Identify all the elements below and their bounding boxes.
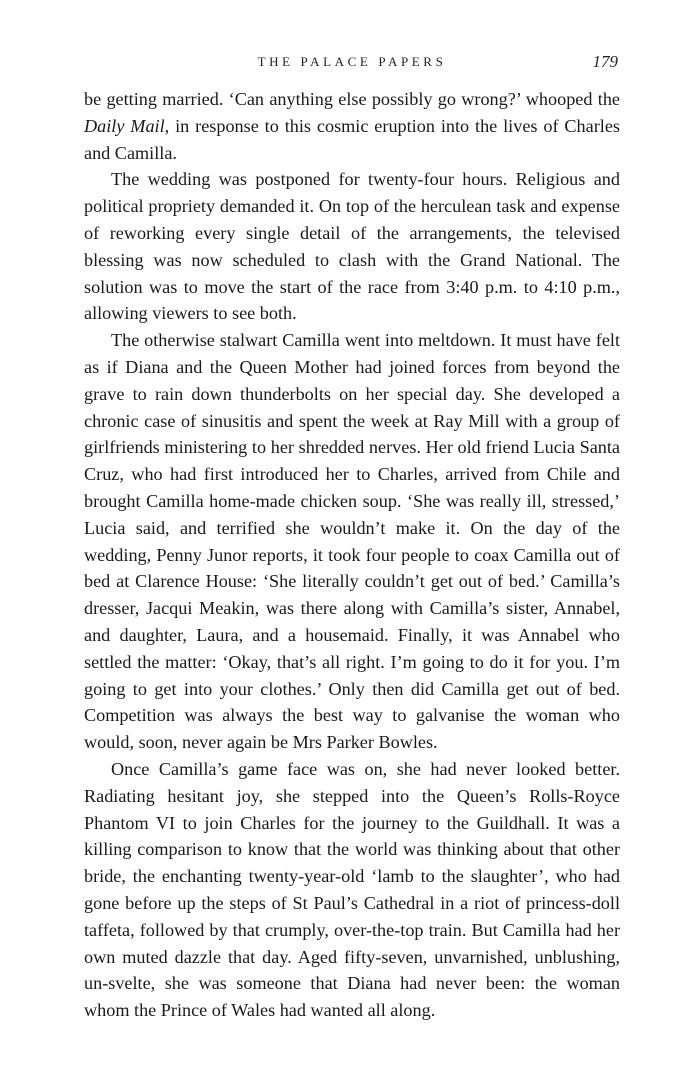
book-page xyxy=(84,48,620,1024)
running-title: THE PALACE PAPERS xyxy=(257,54,447,69)
paragraph-1 xyxy=(84,86,620,166)
page-number: 179 xyxy=(592,52,618,71)
paragraph-2: The wedding was postponed for twenty-four hours. Religious and political propriety demanded it. On top of the herculean task and expense of reworking every single detail of the arrangements, the televised blessing was now scheduled to clash with the Grand National. The solution was to move the start of the race from 3:40 p.m. to 4:10 p.m., allowing viewers to see both. xyxy=(84,169,620,324)
paragraph-1-text-start: be getting married. ‘Can anything else possibly go wrong?’ whooped the xyxy=(84,89,620,109)
body-text xyxy=(84,86,620,1024)
paragraph-1-text-end: in response to this cosmic eruption into the lives of Charles and Camilla. xyxy=(84,115,620,163)
paragraph-1-italic-title: Daily Mail, xyxy=(84,115,170,136)
paragraph-3: The otherwise stalwart Camilla went into meltdown. It must have felt as if Diana and the Queen Mother had joined forces from beyond the grave to rain down thunderbolts on her special day. She developed a chronic case of sinusitis and spent the week at Ray Mill with a group of girlfriends ministering to her shredded nerves. Her old friend Lucia Santa Cruz, who had first introduced her to Charles, arrived from Chile and brought Camilla home-made chicken soup. ‘She was really ill, stressed,’ Lucia said, and terrified she wouldn’t make it. On the day of the wedding, Penny Junor reports, it took four people to coax Camilla out of bed at Clarence House: ‘She literally couldn’t get out of bed.’ Camilla’s dresser, Jacqui Meakin, was there along with Camilla’s sister, Annabel, and daughter, Laura, and a housemaid. Finally, it was Annabel who settled the matter: ‘Okay, that’s all right. I’m going to do it for you. I’m going to get into your clothes.’ Only then did Camilla get out of bed. Competition was always the best way to galvanise the woman who would, soon, never again be Mrs Parker Bowles. xyxy=(84,330,620,753)
paragraph-4: Once Camilla’s game face was on, she had never looked better. Radiating hesitant joy, she stepped into the Queen’s Rolls-Royce Phantom VI to join Charles for the journey to the Guildhall. It was a killing comparison to know that the world was thinking about that other bride, the enchanting twenty-year-old ‘lamb to the slaughter’, who had gone before up the steps of St Paul’s Cathedral in a riot of princess-doll taffeta, followed by that crumply, over-the-top train. But Camilla had her own muted dazzle that day. Aged fifty-seven, unvarnished, unblushing, un-svelte, she was someone that Diana had never been: the woman whom the Prince of Wales had wanted all along. xyxy=(84,758,620,1021)
running-header xyxy=(84,48,620,78)
